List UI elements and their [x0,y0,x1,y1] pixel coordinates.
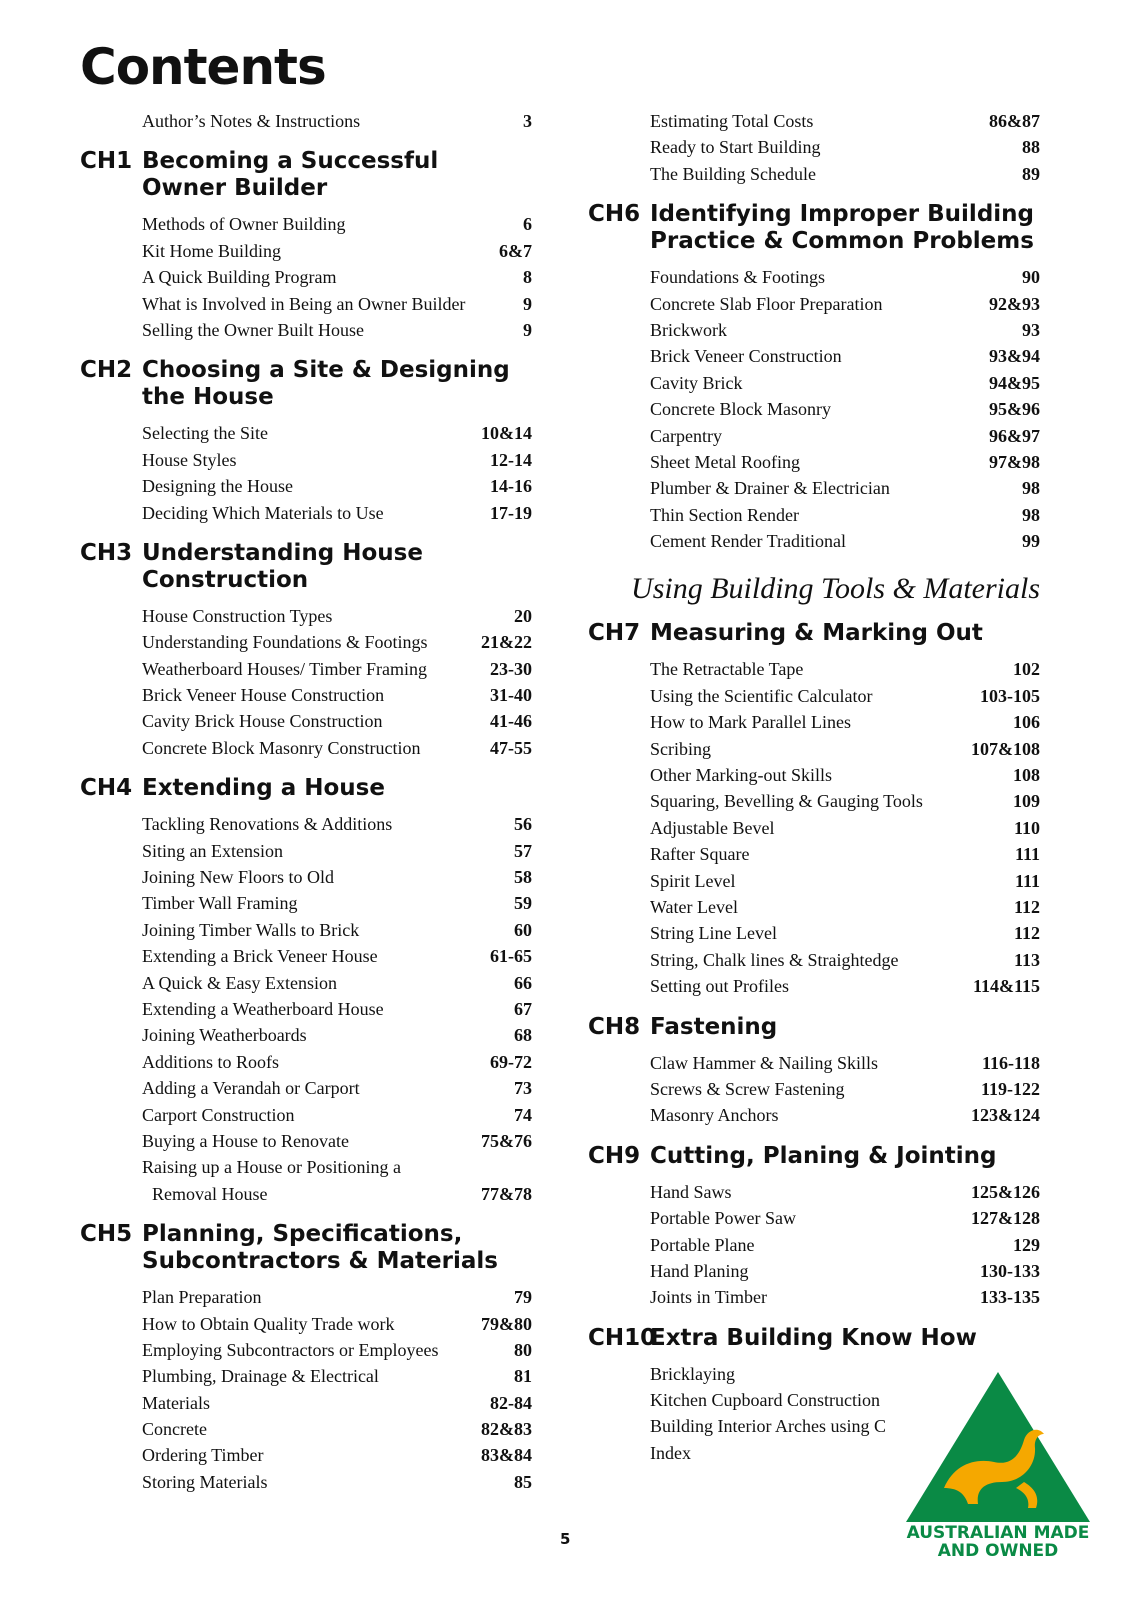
toc-entry-page: 111 [1014,870,1040,891]
toc-entry-page: 66 [514,972,532,993]
toc-entry-label: Brick Veneer Construction [650,346,842,367]
toc-entry[interactable] [588,947,1040,973]
toc-entry-label: Timber Wall Framing [142,893,298,914]
toc-entry[interactable] [588,396,1040,422]
chapter-heading[interactable] [588,1325,1040,1352]
toc-entry-page: 89 [1022,163,1040,184]
toc-entry[interactable] [80,1181,532,1207]
toc-entry[interactable] [80,1311,532,1337]
toc-entry-label: Concrete Slab Floor Preparation [650,293,883,314]
toc-entry-page: 8 [523,267,532,288]
toc-entry[interactable] [588,370,1040,396]
toc-entry-page: 85 [514,1471,532,1492]
chapter-number: CH1 [80,148,133,175]
toc-entry[interactable] [588,134,1040,160]
toc-entry-label: Adjustable Bevel [650,817,775,838]
toc-entry[interactable] [80,1390,532,1416]
toc-entry-label: Spirit Level [650,870,736,891]
toc-entry-label: Screws & Screw Fastening [650,1078,845,1099]
toc-entry-label: Water Level [650,896,738,917]
toc-entry-page: 94&95 [989,372,1040,393]
toc-entry-label: Additions to Roofs [142,1051,280,1072]
toc-entry-label: String, Chalk lines & Straightedge [650,949,899,970]
toc-entry[interactable] [588,1232,1040,1258]
toc-entry-page: 98 [1022,504,1040,525]
toc-entry[interactable] [588,788,1040,814]
toc-entry-page: 111 [1014,844,1040,865]
toc-entry-label: House Styles [142,449,237,470]
toc-entry-label: Rafter Square [650,844,750,865]
chapter-ch3 [80,540,532,761]
chapter-title: Choosing a Site & Designing the House [142,357,510,411]
toc-entry[interactable] [80,473,532,499]
toc-entry-label: Extending a Brick Veneer House [142,946,378,967]
toc-entry-label: Carport Construction [142,1104,295,1125]
toc-entry-label: Sheet Metal Roofing [650,451,800,472]
toc-entry-page: 93&94 [989,346,1040,367]
toc-entry-page: 3 [523,111,532,131]
toc-entry-label: Building Interior Arches using C [650,1416,886,1437]
chapter-heading[interactable] [588,620,1040,647]
chapter-number: CH6 [588,201,641,228]
toc-entry[interactable] [80,682,532,708]
toc-entry-page: 12-14 [490,449,532,470]
toc-entry-label: House Construction Types [142,605,333,626]
toc-entry-label: Materials [142,1392,210,1413]
chapter-number: CH10 [588,1324,657,1351]
toc-entry-label: Adding a Verandah or Carport [142,1078,360,1099]
toc-entry[interactable] [588,161,1040,187]
toc-entry-page: 61-65 [490,946,532,967]
right-lead-entries [588,108,1040,187]
toc-entry-page: 92&93 [989,293,1040,314]
chapter-title: Identifying Improper Building Practice & Common Problems [650,201,1035,255]
toc-entry-label: Estimating Total Costs [650,111,814,131]
toc-entry-page: 133-135 [980,1287,1040,1308]
toc-entry[interactable] [588,736,1040,762]
toc-entry[interactable] [80,603,532,629]
toc-entry-page: 99 [1022,531,1040,552]
toc-entry-label: Methods of Owner Building [142,214,346,235]
toc-entry-page: 110 [1013,817,1040,838]
chapter-heading[interactable] [588,1014,1040,1041]
toc-entry-label: What is Involved in Being an Owner Builder [142,293,466,314]
toc-entry-label: Weatherboard Houses/ Timber Framing [142,658,428,679]
toc-entry-label: Joining Weatherboards [142,1025,307,1046]
toc-entry[interactable] [588,528,1040,554]
chapter-heading[interactable] [588,201,1040,255]
chapter-number: CH2 [80,357,133,384]
toc-entry-page: 129 [1013,1234,1040,1255]
chapter-ch2 [80,357,532,526]
toc-entry[interactable] [588,894,1040,920]
toc-entry-label: Brick Veneer House Construction [142,685,385,706]
toc-entry[interactable] [588,841,1040,867]
toc-entry[interactable] [80,629,532,655]
toc-entry-page: 79 [514,1287,532,1308]
toc-entry-page: 81 [514,1366,532,1387]
toc-entry-page: 47-55 [490,737,532,758]
toc-entry-page: 88 [1022,137,1040,158]
toc-entry-page: 109 [1013,791,1040,812]
right-chapter-list-b [588,620,1040,1466]
toc-entry[interactable] [80,1363,532,1389]
chapter-ch6 [588,201,1040,554]
toc-entry-label: Brickwork [650,319,727,340]
toc-entry[interactable] [588,475,1040,501]
toc-entry-label: Designing the House [142,476,293,497]
toc-entry[interactable] [80,811,532,837]
toc-entry-label: Ordering Timber [142,1445,264,1466]
toc-entry-label: Tackling Renovations & Additions [142,814,393,835]
toc-entry-label: A Quick & Easy Extension [142,972,337,993]
chapter-title: Extending a House [142,775,385,802]
toc-entry[interactable] [588,108,1040,134]
toc-entry[interactable] [80,1049,532,1075]
toc-entry[interactable] [80,420,532,446]
toc-entry[interactable] [588,423,1040,449]
toc-entry-label: Plumber & Drainer & Electrician [650,478,890,499]
toc-entry[interactable] [80,890,532,916]
chapter-heading[interactable] [80,1221,532,1275]
toc-entry-page: 6&7 [499,240,532,261]
toc-entry[interactable] [80,656,532,682]
toc-entry-page: 73 [514,1078,532,1099]
toc-entry-label: Ready to Start Building [650,137,821,158]
toc-entry-page: 103-105 [980,685,1040,706]
toc-entry-intro[interactable] [80,108,532,134]
toc-entry-page: 125&126 [971,1181,1040,1202]
toc-entry[interactable] [588,1076,1040,1102]
toc-entry-label: Kit Home Building [142,240,281,261]
toc-entry-label: Storing Materials [142,1471,268,1492]
toc-entry[interactable] [80,291,532,317]
toc-entry-label: Index [650,1442,691,1463]
toc-entry-page: 108 [1013,765,1040,786]
toc-entry-label: Claw Hammer & Nailing Skills [650,1052,878,1073]
toc-entry-label: Raising up a House or Positioning a [142,1157,401,1178]
contents-left-column [80,108,532,1495]
toc-entry[interactable] [80,943,532,969]
toc-entry-page: 107&108 [971,738,1040,759]
toc-entry-page: 75&76 [481,1130,532,1151]
chapter-heading[interactable] [80,775,532,802]
chapter-title: Becoming a Successful Owner Builder [142,148,439,202]
toc-entry-label: Squaring, Bevelling & Gauging Tools [650,791,923,812]
toc-entry[interactable] [588,343,1040,369]
toc-entry[interactable] [588,502,1040,528]
toc-entry[interactable] [588,709,1040,735]
toc-entry-page: 96&97 [989,425,1040,446]
toc-entry[interactable] [588,317,1040,343]
toc-entry-label: Bricklaying [650,1363,735,1384]
toc-entry-label: How to Mark Parallel Lines [650,712,851,733]
chapter-number: CH4 [80,775,133,802]
badge-line-2: AND OWNED [937,1541,1059,1561]
toc-entry[interactable] [80,1284,532,1310]
toc-entry-page: 93 [1022,319,1040,340]
chapter-ch5 [80,1221,532,1495]
toc-entry-page: 112 [1013,896,1040,917]
toc-entry-label: Portable Power Saw [650,1208,796,1229]
toc-entry-label: Scribing [650,738,711,759]
toc-entry-label: Plan Preparation [142,1287,262,1308]
badge-line-1: AUSTRALIAN MADE [906,1523,1090,1543]
contents-right-column [588,108,1040,1466]
chapter-title: Planning, Specifications, Subcontractors & Materials [142,1221,498,1275]
toc-entry-label: Kitchen Cupboard Construction [650,1390,880,1411]
toc-entry-page: 130-133 [980,1260,1040,1281]
toc-entry-page: 123&124 [971,1105,1040,1126]
toc-entry[interactable] [80,708,532,734]
toc-entry-label: The Retractable Tape [650,659,804,680]
toc-entry-label: Selecting the Site [142,423,268,444]
page-number: 5 [560,1530,571,1548]
toc-entry[interactable] [588,449,1040,475]
toc-entry-label: Masonry Anchors [650,1105,779,1126]
chapter-heading[interactable] [80,540,532,594]
toc-entry-label: Concrete Block Masonry [650,399,831,420]
toc-entry-page: 6 [523,214,532,235]
chapter-number: CH5 [80,1221,133,1248]
toc-entry-label: Thin Section Render [650,504,799,525]
toc-entry[interactable] [80,1416,532,1442]
chapter-number: CH8 [588,1013,641,1040]
toc-entry[interactable] [80,970,532,996]
toc-entry-page: 20 [514,605,532,626]
toc-entry-label: Joints in Timber [650,1287,768,1308]
toc-entry-label: Portable Plane [650,1234,755,1255]
australian-made-badge [900,1370,1096,1592]
toc-entry-page: 41-46 [490,711,532,732]
toc-entry[interactable] [80,996,532,1022]
chapter-title: Fastening [650,1013,778,1040]
toc-entry-page: 113 [1013,949,1040,970]
chapter-heading[interactable] [80,148,532,202]
toc-entry-page: 67 [514,998,532,1019]
toc-entry-label: Author’s Notes & Instructions [142,111,361,131]
toc-entry-page: 31-40 [490,685,532,706]
chapter-number: CH9 [588,1142,641,1169]
toc-entry[interactable] [80,735,532,761]
toc-entry[interactable] [588,683,1040,709]
toc-entry-label: The Building Schedule [650,163,816,184]
toc-entry-page: 86&87 [989,111,1040,131]
toc-entry-label: Cavity Brick [650,372,743,393]
toc-entry-label: Other Marking-out Skills [650,765,832,786]
toc-entry[interactable] [80,917,532,943]
toc-entry[interactable] [80,500,532,526]
toc-entry-page: 60 [514,919,532,940]
toc-entry-page: 97&98 [989,451,1040,472]
toc-entry[interactable] [80,447,532,473]
toc-entry-label: Removal House [152,1183,268,1204]
section-banner: Using Building Tools & Materials [631,572,1040,606]
toc-entry-page: 80 [514,1339,532,1360]
toc-entry-label: Cavity Brick House Construction [142,711,383,732]
chapter-heading[interactable] [588,1143,1040,1170]
toc-entry-label: How to Obtain Quality Trade work [142,1313,395,1334]
toc-entry[interactable] [588,815,1040,841]
chapter-ch1 [80,148,532,343]
toc-entry[interactable] [588,920,1040,946]
chapter-heading[interactable] [80,357,532,411]
toc-entry-page: 59 [514,893,532,914]
toc-entry-page: 23-30 [490,658,532,679]
toc-entry[interactable] [80,211,532,237]
toc-entry-page: 119-122 [980,1078,1040,1099]
toc-entry-page: 69-72 [490,1051,532,1072]
toc-entry[interactable] [80,1442,532,1468]
toc-entry-page: 21&22 [481,632,532,653]
toc-entry-page: 10&14 [481,423,532,444]
chapter-title: Extra Building Know How [650,1324,977,1351]
toc-entry[interactable] [588,973,1040,999]
right-chapter-list-a [588,201,1040,554]
toc-entry-page: 56 [514,814,532,835]
toc-entry[interactable] [80,864,532,890]
toc-entry-page: 82&83 [481,1419,532,1440]
toc-entry-page: 82-84 [490,1392,532,1413]
toc-entry-page: 17-19 [490,502,532,523]
chapter-number: CH3 [80,539,133,566]
toc-entry[interactable] [80,264,532,290]
toc-entry[interactable] [588,868,1040,894]
toc-entry-page: 112 [1013,923,1040,944]
toc-entry[interactable] [80,1102,532,1128]
toc-entry[interactable] [588,1179,1040,1205]
toc-entry[interactable] [80,1022,532,1048]
chapter-ch9 [588,1143,1040,1311]
chapter-title: Cutting, Planing & Jointing [650,1142,997,1169]
chapter-ch8 [588,1014,1040,1129]
toc-entry-label: Joining New Floors to Old [142,867,335,888]
toc-entry-page: 9 [523,293,532,314]
toc-entry-page: 79&80 [481,1313,532,1334]
chapter-title: Understanding House Construction [142,539,423,593]
toc-entry-label: Plumbing, Drainage & Electrical [142,1366,379,1387]
toc-entry-label: Using the Scientific Calculator [650,685,873,706]
toc-entry-page: 95&96 [989,399,1040,420]
toc-entry-label: Joining Timber Walls to Brick [142,919,360,940]
toc-entry-page: 114&115 [972,976,1040,997]
chapter-title: Measuring & Marking Out [650,620,983,647]
toc-entry-page: 14-16 [490,476,532,497]
toc-entry[interactable] [80,1154,532,1180]
toc-entry[interactable] [588,1050,1040,1076]
toc-entry-page: 127&128 [971,1208,1040,1229]
left-chapter-list [80,148,532,1495]
toc-entry-label: Foundations & Footings [650,267,826,288]
toc-entry-label: Concrete [142,1419,207,1440]
toc-entry-page: 90 [1022,267,1040,288]
toc-entry-label: Siting an Extension [142,840,283,861]
toc-entry-label: Carpentry [650,425,722,446]
chapter-ch7 [588,620,1040,999]
toc-entry[interactable] [80,1075,532,1101]
kangaroo-triangle-icon [904,1370,1092,1526]
toc-entry-label: Extending a Weatherboard House [142,998,384,1019]
toc-entry[interactable] [80,317,532,343]
toc-entry[interactable] [588,264,1040,290]
toc-entry-label: Hand Saws [650,1181,732,1202]
page-title: Contents [80,38,326,96]
toc-entry[interactable] [588,1102,1040,1128]
toc-entry-label: Hand Planing [650,1260,749,1281]
toc-entry[interactable] [588,1205,1040,1231]
toc-entry[interactable] [80,1469,532,1495]
toc-entry-page: 98 [1022,478,1040,499]
toc-entry-label: Setting out Profiles [650,976,789,997]
toc-entry[interactable] [588,762,1040,788]
toc-entry-label: Employing Subcontractors or Employees [142,1339,439,1360]
toc-entry-page: 77&78 [481,1183,532,1204]
chapter-ch4 [80,775,532,1207]
toc-entry-label: Cement Render Traditional [650,531,846,552]
toc-entry[interactable] [80,838,532,864]
toc-entry-label: Understanding Foundations & Footings [142,632,428,653]
toc-entry[interactable] [588,1284,1040,1310]
toc-entry-page: 83&84 [481,1445,532,1466]
toc-entry-page: 106 [1013,712,1040,733]
toc-entry-page: 116-118 [981,1052,1040,1073]
toc-entry-label: Buying a House to Renovate [142,1130,349,1151]
toc-entry-label: String Line Level [650,923,777,944]
toc-entry-page: 102 [1013,659,1040,680]
toc-entry[interactable] [588,656,1040,682]
toc-entry-label: Concrete Block Masonry Construction [142,737,421,758]
toc-entry[interactable] [80,1128,532,1154]
toc-entry-page: 57 [514,840,532,861]
toc-entry[interactable] [588,1258,1040,1284]
toc-entry-label: A Quick Building Program [142,267,337,288]
toc-entry[interactable] [80,1337,532,1363]
toc-entry-label: Selling the Owner Built House [142,319,364,340]
toc-entry[interactable] [80,238,532,264]
toc-entry-page: 74 [514,1104,532,1125]
toc-entry[interactable] [588,291,1040,317]
toc-entry-page: 9 [523,319,532,340]
toc-entry-page: 58 [514,867,532,888]
toc-entry-page: 68 [514,1025,532,1046]
toc-entry-label: Deciding Which Materials to Use [142,502,384,523]
chapter-number: CH7 [588,620,641,647]
